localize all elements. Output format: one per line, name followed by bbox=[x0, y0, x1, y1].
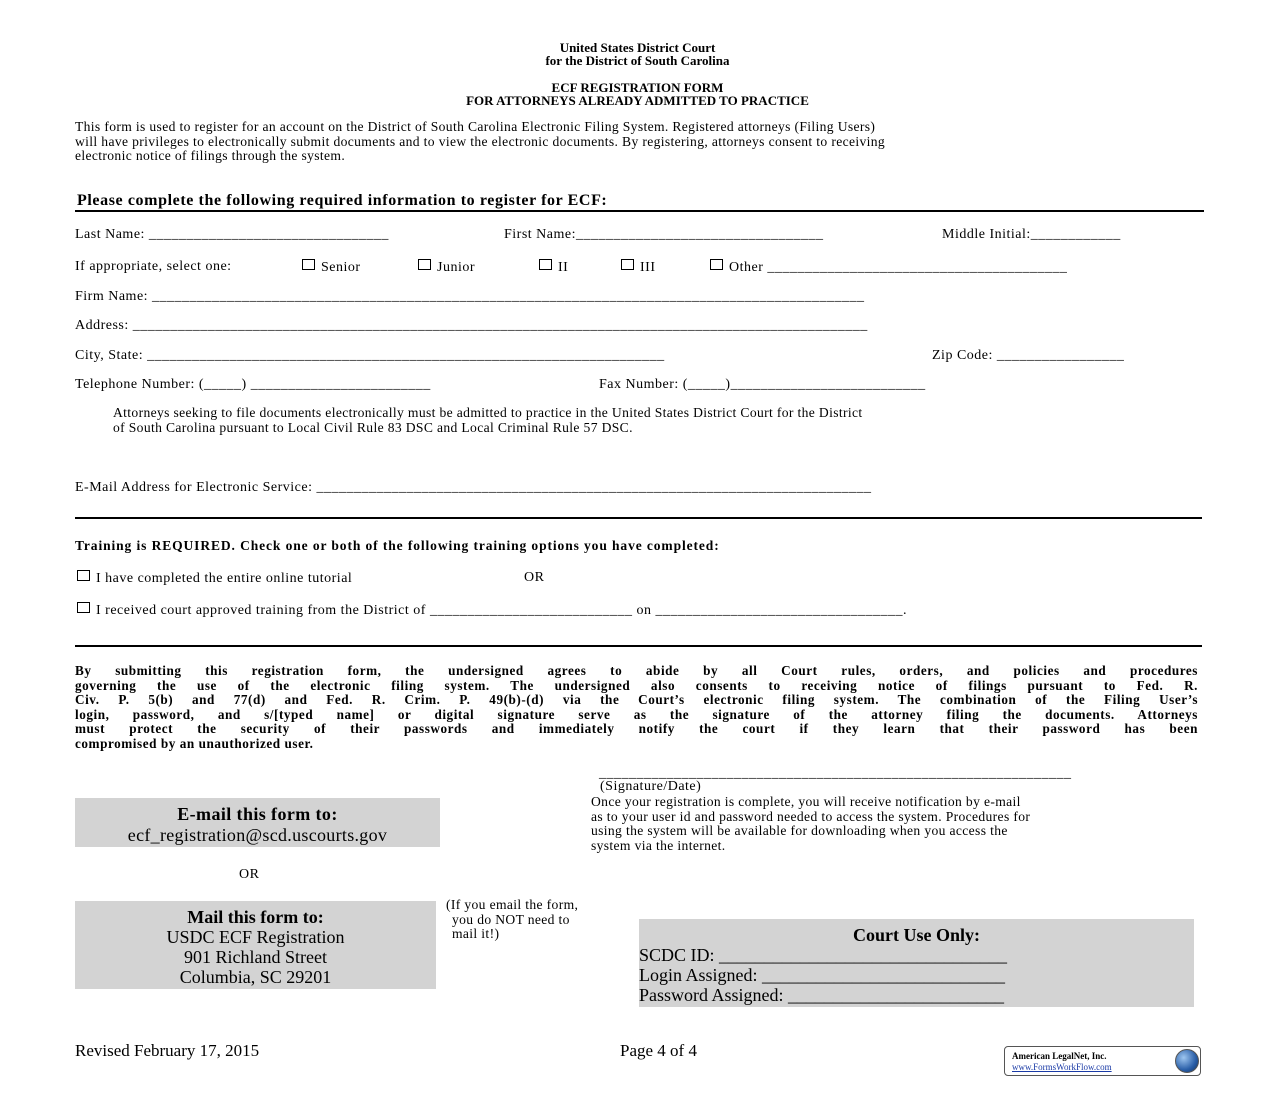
email-form-box bbox=[75, 798, 440, 847]
checkbox-icon bbox=[77, 602, 90, 613]
logo-company-name: American LegalNet, Inc. bbox=[1012, 1051, 1107, 1061]
email-note-line: (If you email the form, bbox=[446, 897, 579, 912]
notification-line: system via the internet. bbox=[591, 837, 726, 853]
suffix-iii-option[interactable] bbox=[621, 259, 656, 276]
suffix-label: II bbox=[558, 260, 569, 275]
mail-address-line: Columbia, SC 29201 bbox=[179, 967, 332, 987]
checkbox-icon bbox=[77, 570, 90, 581]
intro-line-3: electronic notice of filings through the system. bbox=[75, 148, 346, 163]
admission-note-line-2: of South Carolina pursuant to Local Civil Rule 83 DSC and Local Criminal Rule 57 DSC. bbox=[113, 420, 633, 435]
training-heading: Training is REQUIRED. Check one or both of the following training options you have completed: bbox=[75, 538, 720, 553]
form-title: ECF REGISTRATION FORM bbox=[551, 80, 724, 95]
notification-line: Once your registration is complete, you will receive notification by e-mail bbox=[591, 794, 1021, 809]
suffix-label: Other bbox=[729, 260, 764, 275]
court-name: United States District Court bbox=[559, 40, 716, 55]
court-district: for the District of South Carolina bbox=[545, 53, 730, 68]
agreement-line: login, password, and s/[typed name] or digital signature serve as the signature of the attorney filing the documents. Attorneys bbox=[75, 706, 1198, 722]
address-field[interactable]: Address: __________________________________________________________________________________________________ bbox=[75, 318, 868, 333]
mail-address-line: 901 Richland Street bbox=[184, 947, 327, 967]
suffix-other-option[interactable] bbox=[710, 259, 1067, 276]
firm-name-field[interactable]: Firm Name: _______________________________________________________________________________________________ bbox=[75, 289, 865, 304]
email-service-field[interactable]: E-Mail Address for Electronic Service: __________________________________________________________________________ bbox=[75, 480, 872, 495]
email-box-title: E-mail this form to: bbox=[177, 804, 338, 824]
suffix-senior-option[interactable] bbox=[302, 259, 361, 276]
checkbox-icon bbox=[539, 259, 552, 270]
email-note-line: mail it!) bbox=[452, 926, 500, 941]
globe-icon bbox=[1175, 1049, 1199, 1073]
agreement-text bbox=[75, 664, 1198, 752]
password-assigned-field: Password Assigned: ________________________ bbox=[639, 985, 1005, 1005]
notification-text bbox=[591, 795, 1198, 853]
training-option-court[interactable] bbox=[77, 602, 907, 619]
signature-field[interactable]: _______________________________________________________________ bbox=[599, 766, 1072, 781]
section-divider bbox=[75, 517, 1202, 519]
notification-line: using the system will be available for downloading when you access the bbox=[591, 823, 1008, 838]
logo-url-link[interactable]: www.FormsWorkFlow.com bbox=[1012, 1062, 1112, 1072]
court-use-title: Court Use Only: bbox=[853, 925, 980, 945]
court-use-box bbox=[639, 919, 1194, 1007]
scdc-id-field: SCDC ID: ________________________________ bbox=[639, 945, 1008, 965]
fax-field[interactable]: Fax Number: (_____)__________________________ bbox=[599, 377, 926, 392]
page-number: Page 4 of 4 bbox=[620, 1041, 697, 1060]
admission-note-line-1: Attorneys seeking to file documents electronically must be admitted to practice in the United States District Court for the District bbox=[113, 405, 863, 420]
intro-line-1: This form is used to register for an account on the District of South Carolina Electronic Filing System. Registered attorneys (Filing Users) bbox=[75, 119, 876, 134]
last-name-field[interactable]: Last Name: ________________________________ bbox=[75, 227, 389, 242]
city-state-field[interactable]: City, State: _____________________________________________________________________ bbox=[75, 348, 665, 363]
email-note bbox=[446, 898, 578, 942]
suffix-label: Junior bbox=[437, 260, 475, 275]
agreement-line: By submitting this registration form, the undersigned agrees to abide by all Court rules, orders, and policies and procedures bbox=[75, 663, 1198, 678]
signature-label: (Signature/Date) bbox=[600, 779, 702, 794]
training-option-tutorial[interactable] bbox=[77, 570, 352, 587]
suffix-ii-option[interactable] bbox=[539, 259, 568, 276]
middle-initial-field[interactable]: Middle Initial:____________ bbox=[942, 227, 1121, 242]
suffix-prompt: If appropriate, select one: bbox=[75, 259, 232, 274]
checkbox-icon bbox=[621, 259, 634, 270]
mail-form-box bbox=[75, 901, 436, 989]
notification-line: as to your user id and password needed to access the system. Procedures for bbox=[591, 808, 1031, 824]
other-suffix-field[interactable]: ________________________________________ bbox=[767, 260, 1068, 275]
first-name-field[interactable]: First Name:_________________________________ bbox=[504, 227, 824, 242]
mail-address-line: USDC ECF Registration bbox=[166, 927, 345, 947]
suffix-junior-option[interactable] bbox=[418, 259, 475, 276]
email-note-line: you do NOT need to bbox=[452, 911, 570, 927]
section-heading: Please complete the following required information to register for ECF: bbox=[77, 192, 608, 209]
form-subtitle: FOR ATTORNEYS ALREADY ADMITTED TO PRACTICE bbox=[466, 93, 809, 108]
agreement-line: Civ. P. 5(b) and 77(d) and Fed. R. Crim. P. 49(b)-(d) via the Court’s electronic filing system. The combination of the Filing User’s bbox=[75, 692, 1198, 708]
checkbox-icon bbox=[302, 259, 315, 270]
agreement-line: must protect the security of their passwords and immediately notify the court if they learn that their password has been bbox=[75, 721, 1198, 737]
email-address-link[interactable]: ecf_registration@scd.uscourts.gov bbox=[127, 825, 388, 845]
suffix-label: Senior bbox=[321, 260, 361, 275]
mail-box-title: Mail this form to: bbox=[187, 907, 324, 927]
revision-date: Revised February 17, 2015 bbox=[75, 1041, 260, 1060]
training-option-label: I received court approved training from the District of ___________________________ on _________________________________. bbox=[96, 603, 907, 618]
agreement-line: governing the use of the electronic filing system. The undersigned also consents to receiving notice of filings pursuant to Fed. R. bbox=[75, 677, 1198, 693]
intro-line-2: will have privileges to electronically submit documents and to view the electronic documents. By registering, attorneys consent to receiving bbox=[75, 134, 886, 149]
heading-rule bbox=[75, 210, 1204, 212]
zip-code-field[interactable]: Zip Code: _________________ bbox=[932, 348, 1125, 363]
suffix-label: III bbox=[640, 260, 656, 275]
training-or: OR bbox=[524, 570, 545, 585]
american-legalnet-logo[interactable] bbox=[1004, 1046, 1201, 1076]
or-separator: OR bbox=[239, 867, 260, 882]
login-assigned-field: Login Assigned: ___________________________ bbox=[639, 965, 1006, 985]
training-option-label: I have completed the entire online tutorial bbox=[96, 571, 353, 586]
checkbox-icon bbox=[418, 259, 431, 270]
checkbox-icon bbox=[710, 259, 723, 270]
telephone-field[interactable]: Telephone Number: (_____) ________________________ bbox=[75, 377, 431, 392]
agreement-line: compromised by an unauthorized user. bbox=[75, 735, 314, 751]
section-divider bbox=[75, 645, 1202, 647]
